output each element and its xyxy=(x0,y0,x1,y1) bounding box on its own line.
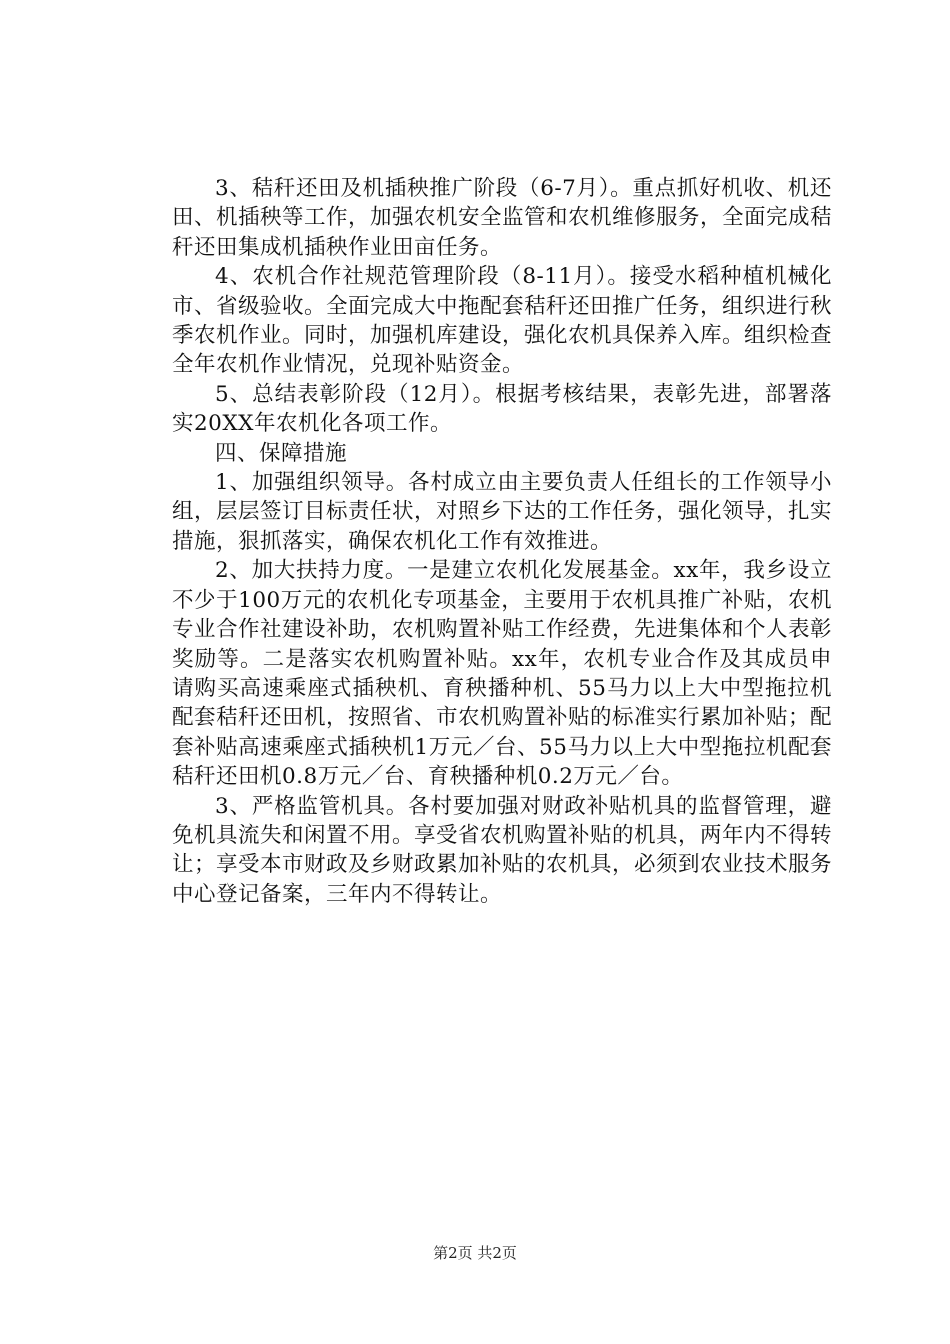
paragraph-measure-1: 1、加强组织领导。各村成立由主要负责人任组长的工作领导小组，层层签订目标责任状，对照乡下达的工作任务，强化领导，扎实措施，狠抓落实，确保农机化工作有效推进。 xyxy=(172,470,833,554)
paragraph-measure-2: 2、加大扶持力度。一是建立农机化发展基金。xx年，我乡设立不少于100万元的农机化专项基金，主要用于农机具推广补贴，农机专业合作社建设补助，农机购置补贴工作经费，先进集体和个人表彰奖励等。二是落实农机购置补贴。xx年，农机专业合作及其成员申请购买高速乘座式插秧机、育秧播种机、55马力以上大中型拖拉机配套秸秆还田机，按照省、市农机购置补贴的标准实行累加补贴；配套补贴高速乘座式插秧机1万元／台、55马力以上大中型拖拉机配套秸秆还田机0.8万元／台、育秧播种机0.2万元／台。 xyxy=(172,558,833,790)
paragraph-stage-5: 5、总结表彰阶段（12月）。根据考核结果，表彰先进，部署落实20XX年农机化各项工作。 xyxy=(172,381,832,437)
paragraph-stage-4: 4、农机合作社规范管理阶段（8-11月）。接受水稻种植机械化市、省级验收。全面完成大中拖配套秸秆还田推广任务，组织进行秋季农机作业。同时，加强机库建设，强化农机具保养入库。组织检查全年农机作业情况，兑现补贴资金。 xyxy=(172,264,833,378)
paragraph-stage-3: 3、秸秆还田及机插秧推广阶段（6-7月）。重点抓好机收、机还田、机插秧等工作，加强农机安全监管和农机维修服务，全面完成秸秆还田集成机插秧作业田亩任务。 xyxy=(172,176,833,260)
document-body xyxy=(172,174,832,909)
page-footer: 第2页 共2页 xyxy=(433,1244,517,1262)
section-heading-safeguards: 四、保障措施 xyxy=(215,440,348,466)
paragraph-measure-3: 3、严格监管机具。各村要加强对财政补贴机具的监督管理，避免机具流失和闲置不用。享受省农机购置补贴的机具，两年内不得转让；享受本市财政及乡财政累加补贴的农机具，必须到农业技术服务中心登记备案，三年内不得转让。 xyxy=(172,793,833,907)
